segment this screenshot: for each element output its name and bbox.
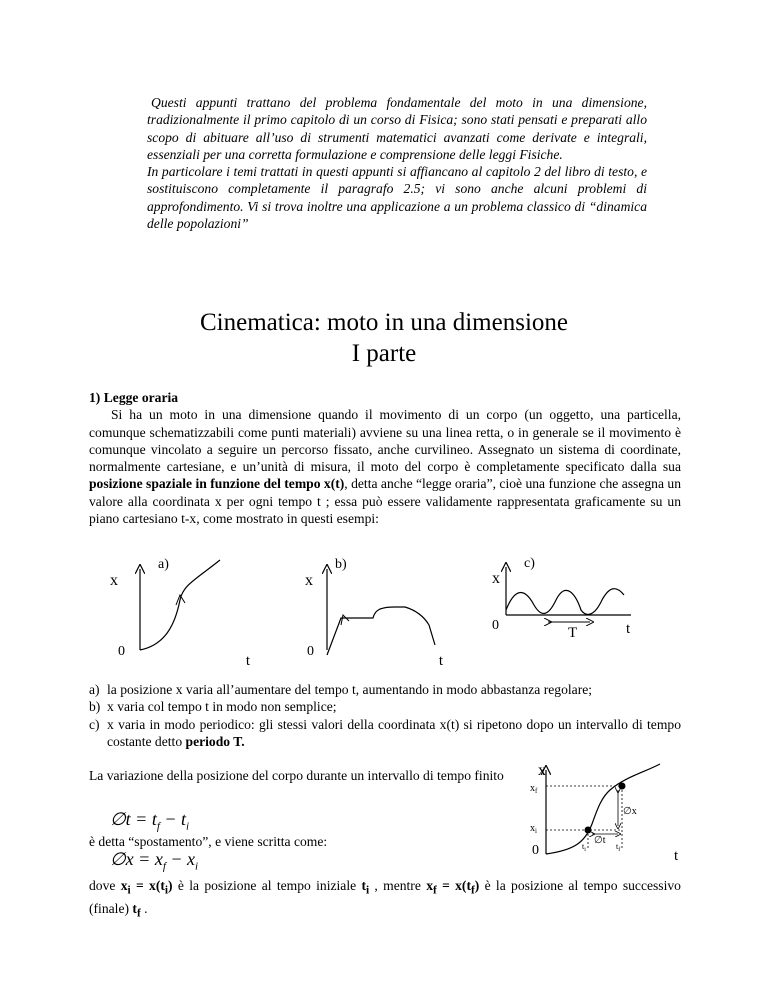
title-line-2: I parte bbox=[351, 340, 417, 367]
graph-c bbox=[486, 555, 636, 645]
graph-a-curve bbox=[140, 560, 220, 650]
closing-b3sub2: f bbox=[470, 884, 475, 897]
graph-d-dx-label: ∅x bbox=[623, 806, 637, 817]
graph-d-xf-sub: f bbox=[535, 787, 538, 795]
closing-xi bbox=[120, 878, 173, 897]
list-item bbox=[89, 681, 681, 698]
closing-b1sub: i bbox=[127, 884, 131, 897]
closing-b2sub: i bbox=[365, 884, 370, 897]
graph-c-label: c) bbox=[524, 556, 535, 571]
graph-a-label: a) bbox=[158, 557, 169, 572]
graph-d-tf-sub: f bbox=[618, 847, 621, 853]
graph-b-x-label: t bbox=[438, 653, 443, 669]
graph-d-x-label: t bbox=[674, 848, 679, 864]
formula-delta-x-sub-f: f bbox=[162, 860, 166, 873]
page-title bbox=[0, 307, 768, 369]
graph-c-x-label: t bbox=[626, 621, 631, 637]
list-text: x varia col tempo t in modo non semplice; bbox=[107, 699, 337, 715]
variation-text-1: La variazione della posizione del corpo durante un intervallo di tempo finito bbox=[89, 768, 504, 783]
closing-b3sub: f bbox=[432, 884, 437, 897]
graph-b bbox=[305, 555, 455, 670]
section-text-b: , detta anche “legge oraria”, cioè una funzione che assegna un valore alla coordinata x per ogni tempo t ; essa può essere validamente rappresentata graficamente su un piano cartesiano t-x, come mostrato in questi esempi: bbox=[89, 476, 681, 527]
graph-d-ti: t bbox=[582, 842, 585, 851]
section-text-a: Si ha un moto in una dimensione quando il movimento di un corpo (un oggetto, una particella, comunque schematizzabili come punti materiali) avviene su una linea retta, o in generale se il movimento è comunque vincolato a seguire un percorso fissato, anche curvilineo. Assegnato un sistema di coordinate, normalmente cartesiane, e un’unità di misura, il moto del corpo è completamente specificato dalla sua bbox=[89, 407, 681, 475]
graph-d-tf-label bbox=[616, 842, 620, 853]
graph-d-tf: t bbox=[616, 842, 619, 851]
list-marker: b) bbox=[89, 699, 101, 715]
list-marker: a) bbox=[89, 682, 100, 697]
closing-text bbox=[89, 877, 681, 923]
closing-t4: è la posizione al tempo successivo (finale) bbox=[89, 878, 681, 917]
graph-d-ti-label bbox=[582, 842, 586, 853]
graph-a-x-label: t bbox=[245, 653, 250, 669]
graph-d-xf: x bbox=[530, 783, 535, 794]
formula-delta-t-lhs: ∅t = t bbox=[110, 809, 157, 829]
list-text-part: x varia in modo periodico: gli stessi valori della coordinata x(t) si ripetono dopo un intervallo di tempo costante detto bbox=[107, 716, 681, 749]
closing-b2: t bbox=[361, 878, 366, 893]
graph-d-xf-label bbox=[530, 783, 538, 795]
graph-a-y-label: x bbox=[110, 572, 118, 589]
graph-b-origin: 0 bbox=[307, 644, 314, 659]
graph-c-period-label: T bbox=[568, 625, 578, 641]
graph-a-origin: 0 bbox=[118, 644, 125, 659]
formula-delta-t-sub-f: f bbox=[156, 820, 160, 833]
intro-paragraph-1: Questi appunti trattano del problema fondamentale del moto in una dimensione, tradizionalmente il primo capitolo di un corso di Fisica; sono stati pensati e preparati allo scopo di abituare all’uso di strumenti matematici avanzati come derivate e integrali, essenziali per una corretta formulazione e comprensione delle leggi Fisiche. bbox=[147, 95, 647, 162]
formula-delta-t-mid: − t bbox=[159, 809, 187, 829]
formula-delta-x-lhs: ∅x = x bbox=[110, 849, 163, 869]
closing-b1sub2: i bbox=[164, 884, 169, 897]
graph-b-curve bbox=[327, 607, 435, 655]
formula-delta-x bbox=[110, 849, 198, 873]
formula-delta-t-sub-i: i bbox=[186, 820, 190, 833]
closing-t3: , mentre bbox=[369, 878, 427, 893]
list-text-bold: periodo T. bbox=[185, 733, 245, 749]
closing-tf bbox=[132, 901, 141, 920]
closing-xf bbox=[426, 878, 480, 897]
graph-d-ti-sub: i bbox=[584, 847, 586, 853]
graph-d-origin: 0 bbox=[532, 843, 539, 858]
closing-b1: x bbox=[120, 878, 128, 893]
closing-b1c: ) bbox=[168, 878, 173, 893]
closing-t5: . bbox=[140, 901, 148, 917]
graph-d-y-label: x bbox=[538, 762, 546, 779]
graph-d-dt-label: ∅t bbox=[594, 835, 606, 846]
closing-b1b: = x(t bbox=[130, 878, 165, 893]
closing-b3: x bbox=[426, 878, 433, 893]
section-heading: 1) Legge oraria bbox=[89, 390, 179, 405]
graph-d-xi-sub: i bbox=[535, 827, 537, 835]
list-text: la posizione x varia all’aumentare del tempo t, aumentando in modo abbastanza regolare; bbox=[107, 682, 593, 697]
closing-b3b: = x(t bbox=[436, 878, 471, 893]
intro-paragraph-2: In particolare i temi trattati in questi appunti si affiancano al capitolo 2 del libro di testo, e sostituiscono completamente il paragrafo 2.5; vi sono anche alcuni problemi di approfondimento. Vi si trova inoltre una applicazione a un problema classico di “dinamica delle popolazioni” bbox=[147, 164, 647, 232]
graph-c-origin: 0 bbox=[492, 618, 499, 633]
graph-c-curve bbox=[506, 589, 624, 615]
closing-b4: t bbox=[132, 901, 137, 917]
section-legge-oraria bbox=[89, 389, 681, 527]
closing-b3c: ) bbox=[474, 878, 480, 893]
graph-displacement bbox=[530, 762, 690, 870]
list-item bbox=[89, 698, 681, 715]
graph-b-y-label: x bbox=[305, 572, 313, 589]
closing-paragraph bbox=[89, 877, 681, 923]
graph-b-arrow bbox=[341, 615, 349, 625]
variation-text-2: è detta “spostamento”, e viene scritta come: bbox=[89, 834, 328, 849]
closing-t1: dove bbox=[89, 878, 121, 893]
graph-a bbox=[110, 555, 250, 670]
graph-d-xi: x bbox=[530, 823, 535, 834]
list-marker: c) bbox=[89, 716, 100, 732]
closing-ti bbox=[361, 878, 370, 897]
formula-delta-x-sub-i: i bbox=[195, 860, 199, 873]
intro-note bbox=[147, 94, 647, 232]
formula-delta-x-mid: − x bbox=[165, 849, 196, 869]
title-line-1: Cinematica: moto in una dimensione bbox=[200, 309, 568, 336]
graph-d-xi-label bbox=[530, 823, 537, 835]
graph-c-y-label: x bbox=[492, 570, 500, 587]
graph-b-label: b) bbox=[335, 557, 347, 572]
closing-b4sub: f bbox=[136, 907, 141, 920]
formula-delta-t bbox=[110, 809, 189, 833]
variation-text bbox=[89, 767, 529, 784]
description-list bbox=[89, 681, 681, 750]
closing-t2: è la posizione al tempo iniziale bbox=[172, 878, 362, 893]
list-item bbox=[89, 716, 681, 751]
list-text bbox=[107, 716, 681, 751]
section-paragraph bbox=[89, 406, 681, 527]
section-bold-a: posizione spaziale in funzione del tempo x(t) bbox=[89, 476, 345, 492]
